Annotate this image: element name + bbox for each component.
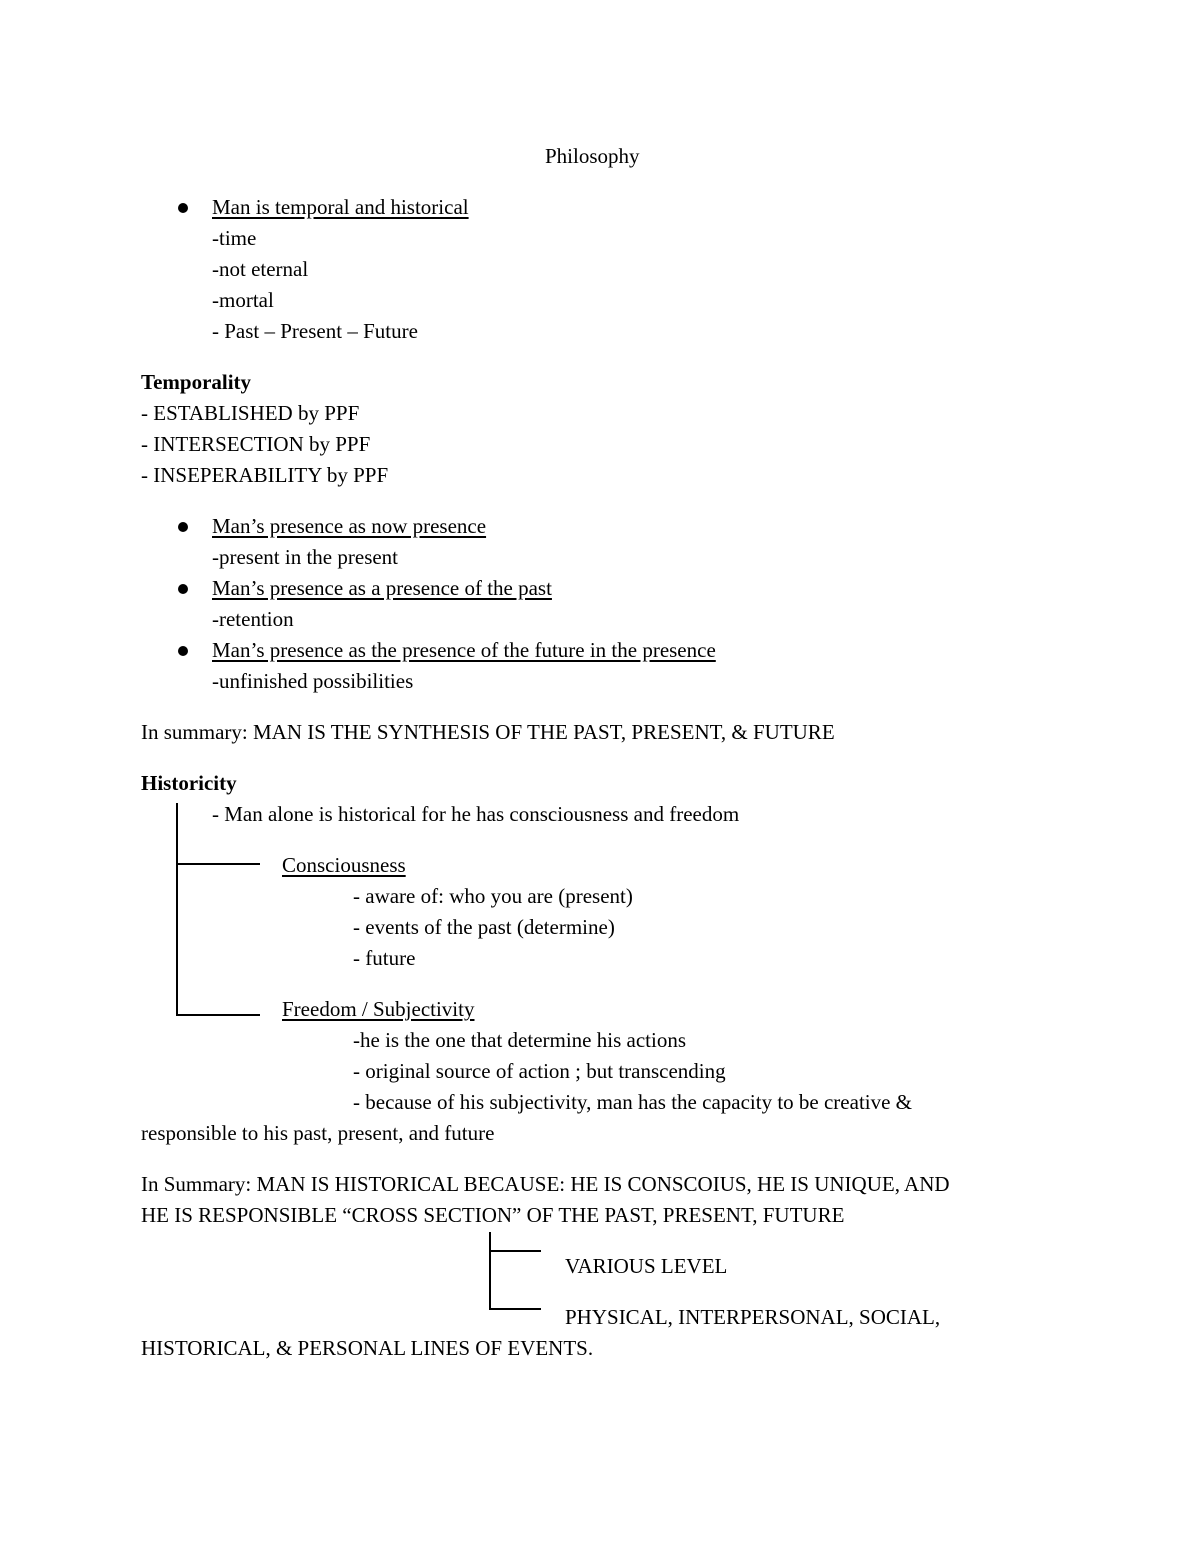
bracket-line (176, 803, 178, 1016)
branch-label: VARIOUS LEVEL (565, 1254, 728, 1278)
bullet-icon (178, 584, 188, 594)
presence-heading: Man’s presence as the presence of the future in the presence (212, 638, 716, 662)
list-item: - original source of action ; but transcending (353, 1059, 726, 1083)
presence-heading: Man’s presence as now presence (212, 514, 487, 538)
bracket-branch (489, 1308, 541, 1310)
list-item: -mortal (212, 288, 274, 312)
list-item: - Past – Present – Future (212, 319, 418, 343)
list-item: -time (212, 226, 257, 250)
list-item: - because of his subjectivity, man has the capacity to be creative & (353, 1090, 913, 1114)
list-item: - INSEPERABILITY by PPF (141, 463, 389, 487)
bullet-icon (178, 522, 188, 532)
temporality-summary: In summary: MAN IS THE SYNTHESIS OF THE PAST, PRESENT, & FUTURE (141, 720, 835, 744)
consciousness-heading: Consciousness (282, 853, 406, 877)
presence-heading: Man’s presence as a presence of the past (212, 576, 552, 600)
historicity-summary: In Summary: MAN IS HISTORICAL BECAUSE: HE IS CONSCOIUS, HE IS UNIQUE, AND (141, 1172, 950, 1196)
list-item-continuation: responsible to his past, present, and future (141, 1121, 495, 1145)
historicity-intro: - Man alone is historical for he has consciousness and freedom (212, 802, 740, 826)
branch-label-continuation: HISTORICAL, & PERSONAL LINES OF EVENTS. (141, 1336, 594, 1360)
bracket-line (489, 1232, 491, 1310)
presence-note: -retention (212, 607, 294, 631)
historicity-summary: HE IS RESPONSIBLE “CROSS SECTION” OF THE PAST, PRESENT, FUTURE (141, 1203, 845, 1227)
historicity-heading: Historicity (141, 771, 237, 795)
bracket-branch (176, 863, 260, 865)
presence-note: -unfinished possibilities (212, 669, 414, 693)
freedom-heading: Freedom / Subjectivity (282, 997, 475, 1021)
list-item: -not eternal (212, 257, 309, 281)
presence-note: -present in the present (212, 545, 399, 569)
list-item: -he is the one that determine his actions (353, 1028, 686, 1052)
list-item: - future (353, 946, 416, 970)
branch-label: PHYSICAL, INTERPERSONAL, SOCIAL, (565, 1305, 941, 1329)
bracket-branch (176, 1014, 260, 1016)
list-item: - INTERSECTION by PPF (141, 432, 371, 456)
list-item: - events of the past (determine) (353, 915, 615, 939)
list-item: - ESTABLISHED by PPF (141, 401, 360, 425)
section-heading: Man is temporal and historical (212, 195, 469, 219)
bullet-icon (178, 646, 188, 656)
page-title: Philosophy (545, 144, 640, 168)
temporality-heading: Temporality (141, 370, 252, 394)
list-item: - aware of: who you are (present) (353, 884, 633, 908)
bullet-icon (178, 203, 188, 213)
bracket-branch (489, 1250, 541, 1252)
